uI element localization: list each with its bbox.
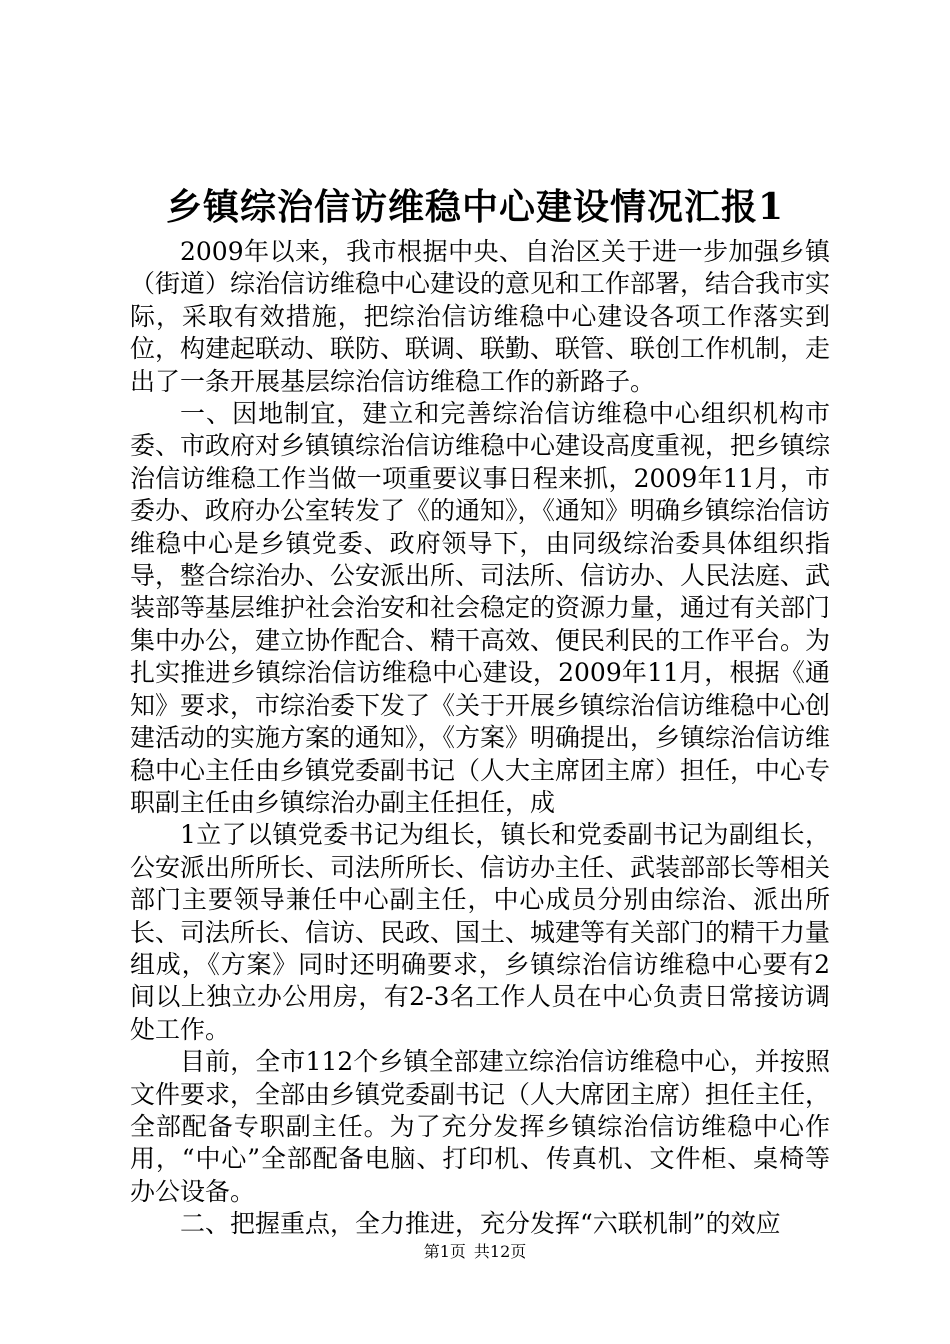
paragraph-intro: 2009年以来，我市根据中央、自治区关于进一步加强乡镇（街道）综治信访维稳中心建设的意见和工作部署，结合我市实际，采取有效措施，把综治信访维稳中心建设各项工作落实到位，构建起联动、联防、联调、联勤、联管、联创工作机制，走出了一条开展基层综治信访维稳工作的新路子。 bbox=[130, 237, 831, 396]
document-title: 乡镇综治信访维稳中心建设情况汇报1 bbox=[165, 186, 785, 228]
page-number-total: 共12页 bbox=[473, 1242, 527, 1261]
page-number-current: 第1页 bbox=[423, 1242, 466, 1261]
page-footer bbox=[0, 1240, 950, 1264]
paragraph-section-one: 一、因地制宜，建立和完善综治信访维稳中心组织机构市委、市政府对乡镇镇综治信访维稳中心建设高度重视，把乡镇综治信访维稳工作当做一项重要议事日程来抓，2009年11月，市委办、政府办公室转发了《的通知》，《通知》明确乡镇综治信访维稳中心是乡镇党委、政府领导下，由同级综治委具体组织指导，整合综治办、公安派出所、司法所、信访办、人民法庭、武装部等基层维护社会治安和社会稳定的资源力量，通过有关部门集中办公，建立协作配合、精干高效、便民利民的工作平台。为扎实推进乡镇综治信访维稳中心建设，2009年11月，根据《通知》要求，市综治委下发了《关于开展乡镇综治信访维稳中心创建活动的实施方案的通知》，《方案》明确提出，乡镇综治信访维稳中心主任由乡镇党委副书记（人大主席团主席）担任，中心专职副主任由乡镇综治办副主任担任，成 bbox=[130, 399, 831, 817]
paragraph-section-two-heading: 二、把握重点，全力推进，充分发挥“六联机制”的效应 bbox=[180, 1209, 781, 1239]
document-body bbox=[130, 236, 830, 1241]
paragraph-section-one-continued: 1立了以镇党委书记为组长，镇长和党委副书记为副组长，公安派出所所长、司法所所长、信访办主任、武装部部长等相关部门主要领导兼任中心副主任，中心成员分别由综治、派出所长、司法所长、信访、民政、国土、城建等有关部门的精干力量组成，《方案》同时还明确要求，乡镇综治信访维稳中心要有2间以上独立办公用房，有2-3名工作人员在中心负责日常接访调处工作。 bbox=[130, 820, 831, 1044]
paragraph-current-status: 目前，全市112个乡镇全部建立综治信访维稳中心，并按照文件要求，全部由乡镇党委副书记（人大席团主席）担任主任，全部配备专职副主任。为了充分发挥乡镇综治信访维稳中心作用，“中心”全部配备电脑、打印机、传真机、文件柜、桌椅等办公设备。 bbox=[130, 1047, 831, 1206]
